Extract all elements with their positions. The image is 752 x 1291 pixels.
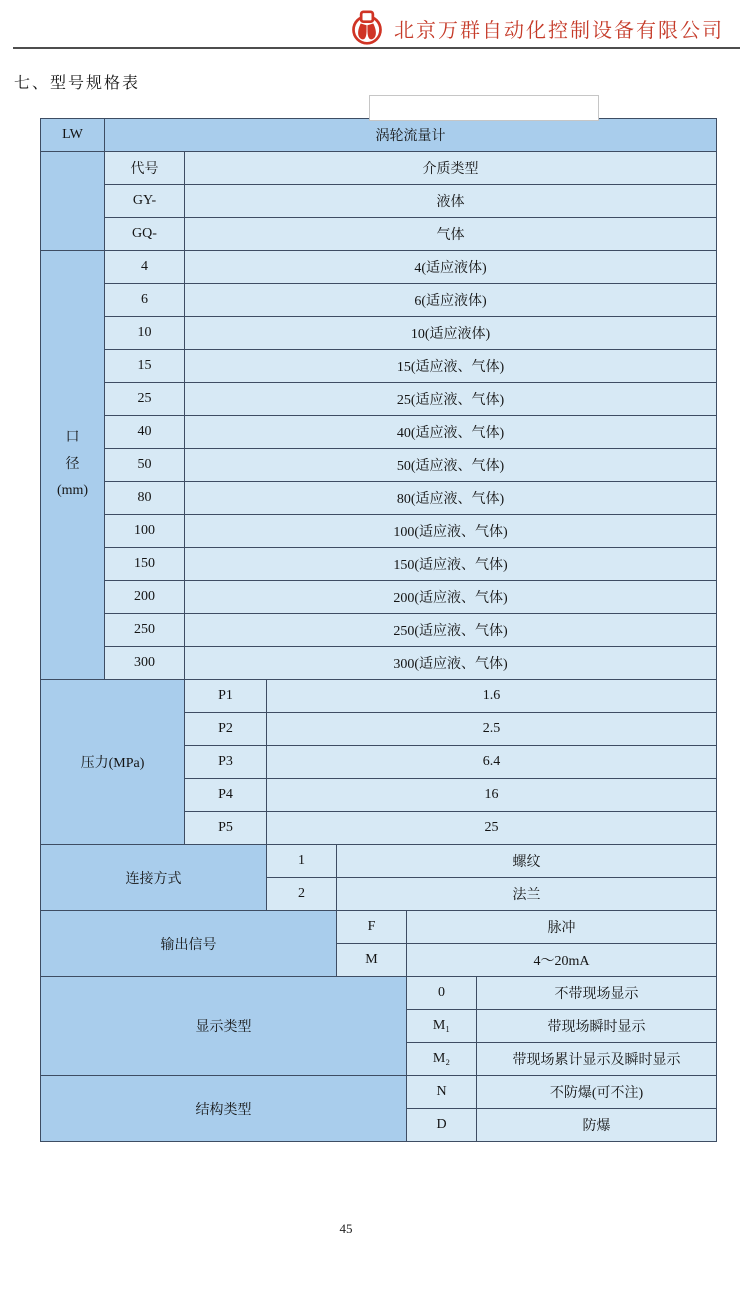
value-cell: 10(适应液体): [185, 317, 717, 350]
code-cell: M₁: [407, 1010, 477, 1043]
value-cell: 6(适应液体): [185, 284, 717, 317]
code-cell: 10: [105, 317, 185, 350]
code-cell: P3: [185, 746, 267, 779]
code-cell: P1: [185, 680, 267, 713]
code-cell: M: [337, 944, 407, 977]
value-cell: 脉冲: [407, 911, 717, 944]
code-cell: D: [407, 1109, 477, 1142]
code-cell: 150: [105, 548, 185, 581]
code-cell: P2: [185, 713, 267, 746]
value-cell: 介质类型: [185, 152, 717, 185]
value-cell: 100(适应液、气体): [185, 515, 717, 548]
code-cell: 代号: [105, 152, 185, 185]
code-cell: 40: [105, 416, 185, 449]
section-label-connection: 连接方式: [41, 845, 267, 911]
section-spacer-medium: [41, 152, 105, 251]
value-cell: 防爆: [477, 1109, 717, 1142]
value-cell: 带现场瞬时显示: [477, 1010, 717, 1043]
cell-model-name: 涡轮流量计: [105, 119, 717, 152]
value-cell: 300(适应液、气体): [185, 647, 717, 680]
section-label-output: 输出信号: [41, 911, 337, 977]
code-cell: 250: [105, 614, 185, 647]
code-cell: GQ-: [105, 218, 185, 251]
code-cell: P5: [185, 812, 267, 845]
code-cell: 100: [105, 515, 185, 548]
wanqun-logo-icon: [348, 10, 386, 46]
value-cell: 250(适应液、气体): [185, 614, 717, 647]
code-cell: 1: [267, 845, 337, 878]
code-cell: P4: [185, 779, 267, 812]
value-cell: 200(适应液、气体): [185, 581, 717, 614]
value-cell: 气体: [185, 218, 717, 251]
value-cell: 不带现场显示: [477, 977, 717, 1010]
value-cell: 25: [267, 812, 717, 845]
value-cell: 1.6: [267, 680, 717, 713]
value-cell: 80(适应液、气体): [185, 482, 717, 515]
value-cell: 不防爆(可不注): [477, 1076, 717, 1109]
code-cell: M₂: [407, 1043, 477, 1076]
code-cell: 4: [105, 251, 185, 284]
section-label-diameter: 口 径 (mm): [41, 251, 105, 680]
code-cell: F: [337, 911, 407, 944]
value-cell: 液体: [185, 185, 717, 218]
code-cell: 6: [105, 284, 185, 317]
section-label-pressure: 压力(MPa): [41, 680, 185, 845]
value-cell: 6.4: [267, 746, 717, 779]
section-label-display: 显示类型: [41, 977, 407, 1076]
empty-text-box: [369, 95, 599, 121]
value-cell: 螺纹: [337, 845, 717, 878]
code-cell: 80: [105, 482, 185, 515]
code-cell: N: [407, 1076, 477, 1109]
value-cell: 法兰: [337, 878, 717, 911]
value-cell: 带现场累计显示及瞬时显示: [477, 1043, 717, 1076]
company-header: [0, 10, 724, 46]
code-cell: 0: [407, 977, 477, 1010]
code-cell: 300: [105, 647, 185, 680]
company-name: 北京万群自动化控制设备有限公司: [394, 19, 724, 42]
code-cell: 200: [105, 581, 185, 614]
value-cell: 4(适应液体): [185, 251, 717, 284]
value-cell: 25(适应液、气体): [185, 383, 717, 416]
code-cell: 2: [267, 878, 337, 911]
model-spec-table: [40, 118, 717, 1142]
page-number: 45: [339, 1221, 353, 1236]
value-cell: 15(适应液、气体): [185, 350, 717, 383]
value-cell: 50(适应液、气体): [185, 449, 717, 482]
value-cell: 150(适应液、气体): [185, 548, 717, 581]
value-cell: 4～20mA: [407, 944, 717, 977]
value-cell: 16: [267, 779, 717, 812]
code-cell: GY-: [105, 185, 185, 218]
section-label-structure: 结构类型: [41, 1076, 407, 1142]
value-cell: 40(适应液、气体): [185, 416, 717, 449]
page-title: 七、型号规格表: [14, 75, 141, 92]
value-cell: 2.5: [267, 713, 717, 746]
code-cell: 25: [105, 383, 185, 416]
code-cell: 50: [105, 449, 185, 482]
header-divider: [13, 47, 740, 49]
code-cell: 15: [105, 350, 185, 383]
cell-model-code: LW: [41, 119, 105, 152]
